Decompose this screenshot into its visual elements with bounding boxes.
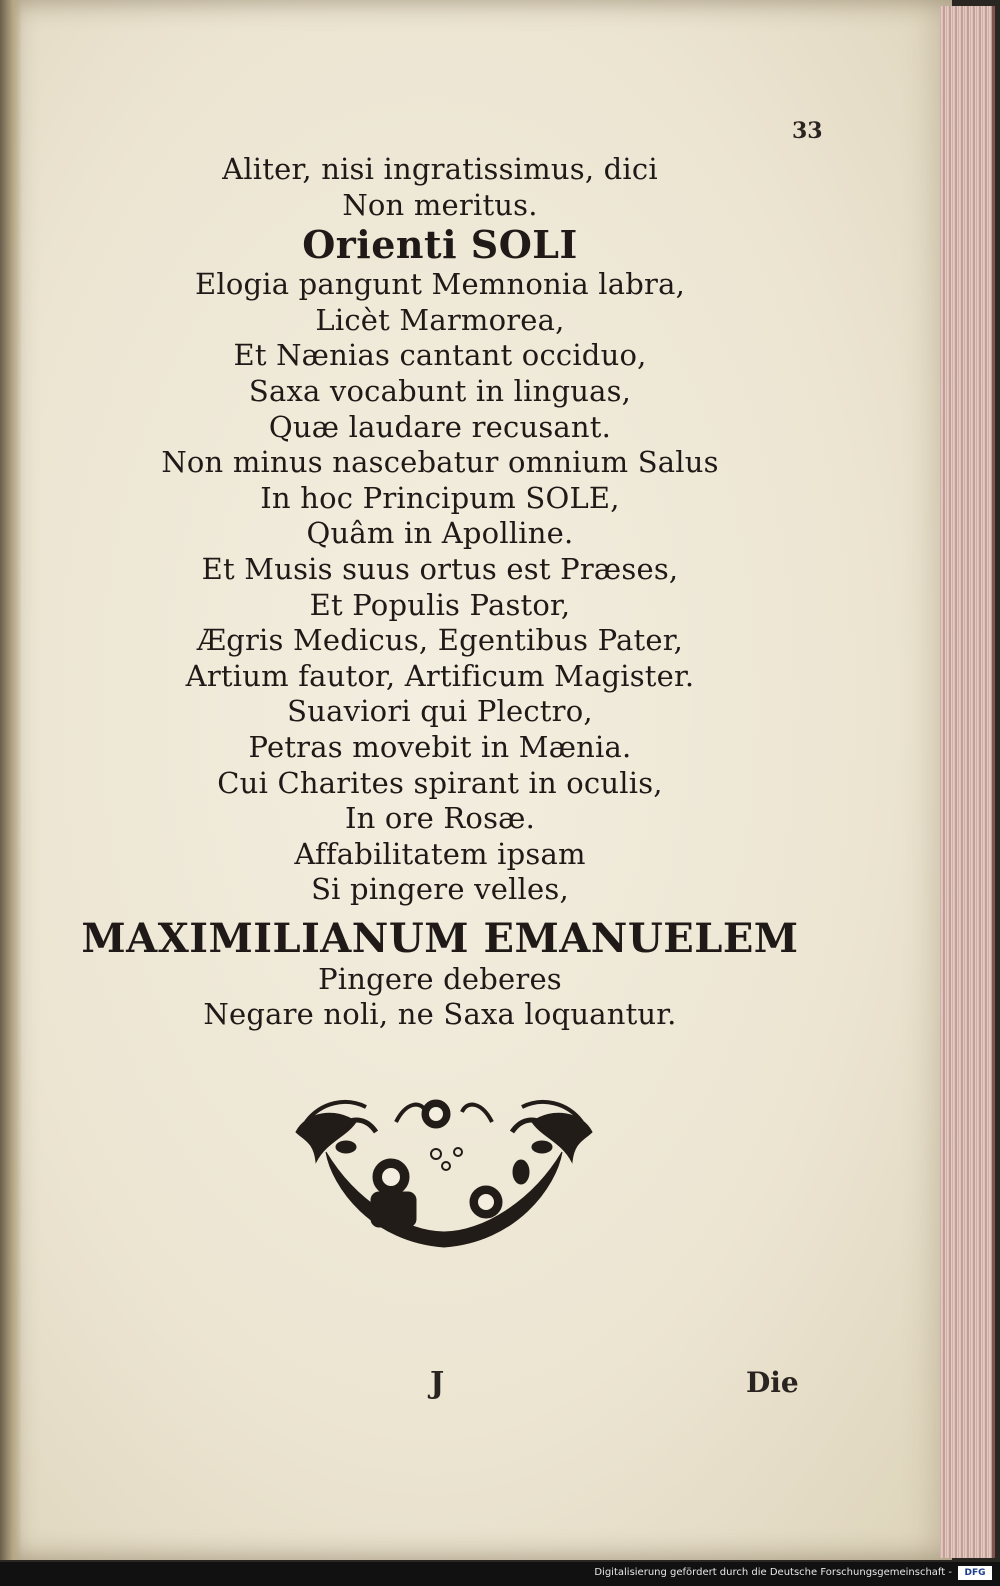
poem-line: Non meritus. [342, 187, 538, 222]
poem-line: Quæ laudare recusant. [268, 409, 612, 444]
page-number: 33 [792, 118, 823, 144]
poem-line-heading: Orienti SOLI [302, 222, 578, 268]
poem-line: Non minus nascebatur omnium Salus [161, 445, 719, 480]
page-edges [940, 6, 995, 1558]
poem-line: Petras movebit in Mænia. [248, 729, 632, 764]
poem-line: In hoc Principum SOLE, [260, 480, 620, 515]
poem-line: Ægris Medicus, Egentibus Pater, [196, 623, 684, 658]
poem-line: Si pingere velles, [311, 872, 569, 907]
book-gutter [0, 0, 22, 1560]
cornucopia-cherub-vignette-icon [286, 1092, 602, 1250]
dfg-logo: DFG [958, 1566, 992, 1580]
poem-line: In ore Rosæ. [344, 801, 536, 836]
poem-line: Et Musis suus ortus est Præses, [201, 551, 679, 586]
poem-line: Negare noli, ne Saxa loquantur. [203, 997, 677, 1032]
signature-mark: J [430, 1366, 445, 1401]
poem-line: Et Populis Pastor, [309, 587, 571, 622]
poem-line: Saxa vocabunt in linguas, [248, 373, 632, 408]
footer-credit: Digitalisierung gefördert durch die Deutsche Forschungsgemeinschaft - [594, 1567, 952, 1578]
poem-line: Quâm in Apolline. [306, 516, 574, 551]
poem-line-heading: MAXIMILIANUM EMANUELEM [81, 914, 799, 962]
poem-line: Cui Charites spirant in oculis, [217, 765, 663, 800]
poem-line: Licèt Marmorea, [315, 302, 565, 337]
poem-line: Suaviori qui Plectro, [287, 694, 593, 729]
poem-line: Affabilitatem ipsam [294, 836, 586, 871]
poem-line: Elogia pangunt Memnonia labra, [194, 267, 686, 302]
poem-text [60, 152, 820, 1033]
poem-line: Pingere deberes [318, 961, 562, 996]
poem-line: Artium fautor, Artificum Magister. [185, 658, 695, 693]
poem-line: Aliter, nisi ingratissimus, dici [222, 152, 658, 186]
poem-line: Et Nænias cantant occiduo, [233, 338, 647, 373]
catchword: Die [746, 1366, 799, 1399]
digitization-footer [0, 1562, 1000, 1586]
